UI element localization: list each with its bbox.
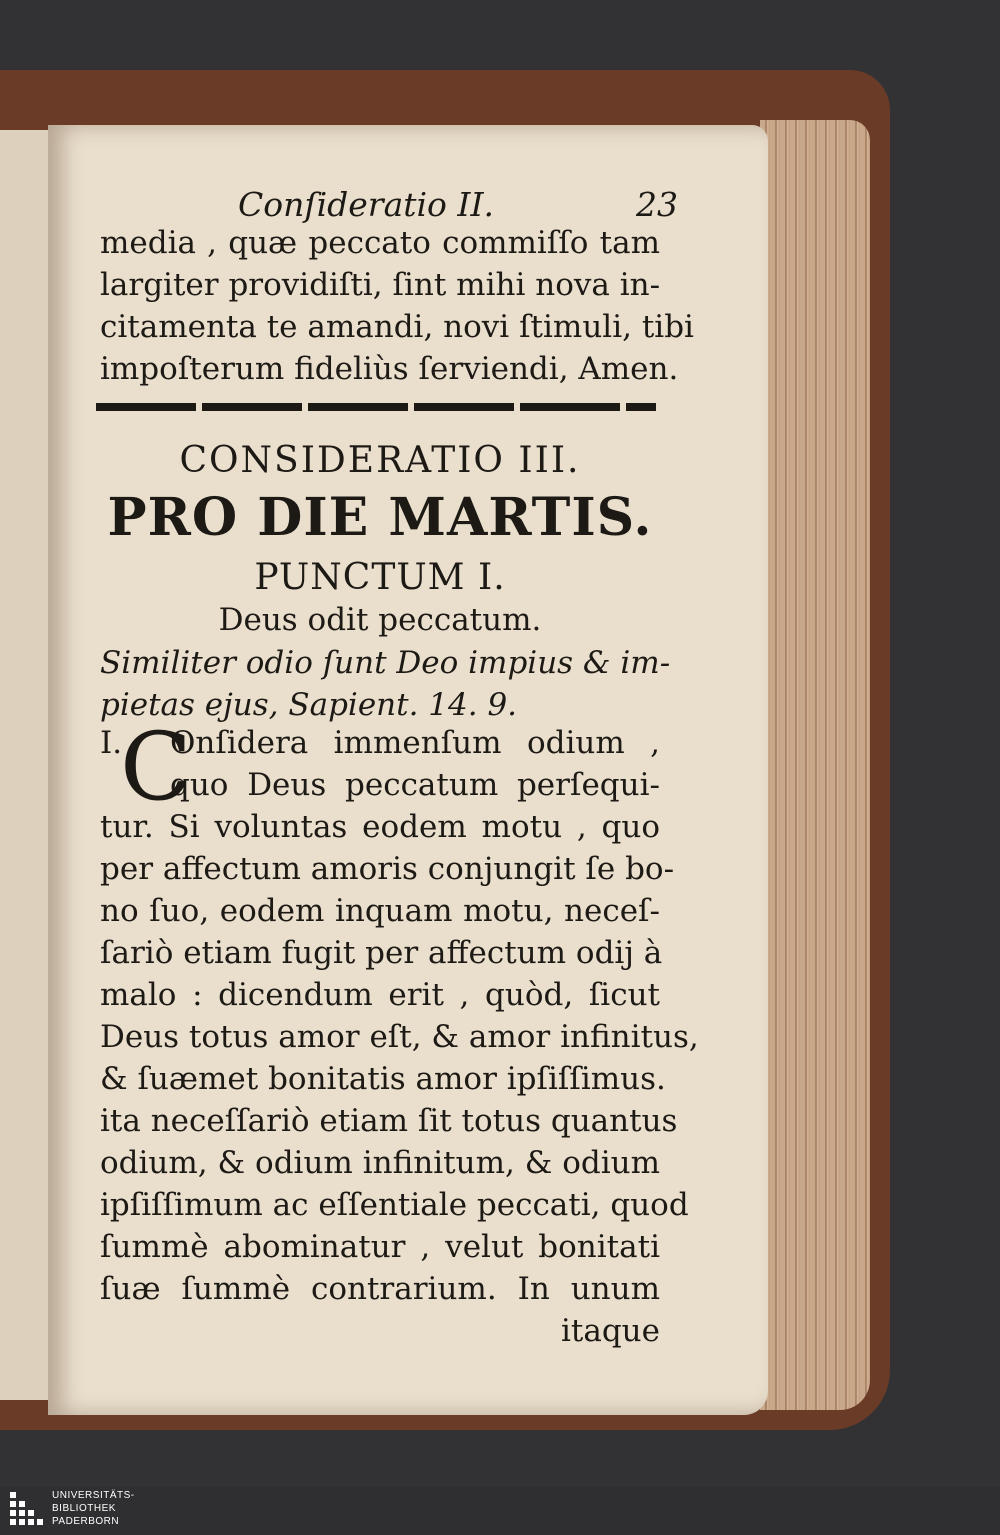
text-line: & ſuæmet bonitatis amor ipſiſſimus. bbox=[100, 1061, 666, 1097]
section-title: PRO DIE MARTIS. bbox=[107, 487, 653, 548]
running-head-title: Conſideratio II. bbox=[238, 185, 494, 224]
book-page: Conſideratio II. 23 media , quæ peccato commiſſo tam largiter providiſti, ſint mihi nova in- citamenta te amandi, novi ſtimuli, tibi impoſterum fideliùs ſerviendi, Amen. CONSIDERATIO III. PRO DIE MARTIS. PUNCTUM I. Deus odit peccatum. Similiter odio ſunt Deo impius & im- pietas ejus, Sapient. 14. 9. I. C Onſidera immenſum odium , quo Deus peccatum perſequi- tur. Si voluntas eodem motu , quo per affectum amoris conjungit ſe bo- no ſuo, eodem inquam motu, neceſ- ſariò etiam fugit per affectum odij à malo : dicendum erit , quòd, ſicut Deus totus amor eſt, & amor infinitus, & ſuæmet bonitatis amor ipſiſſimus. ita neceſſariò etiam ſit totus quantus odium, & odium infinitum, & odium ipſiſſimum ac eſſentiale peccati, quod ſummè abominatur , velut bonitati ſuæ ſummè contrarium. In unum itaque bbox=[48, 125, 768, 1415]
logo-line: BIBLIOTHEK bbox=[52, 1503, 116, 1514]
drop-cap: C bbox=[120, 713, 192, 822]
page-edges bbox=[760, 120, 870, 1410]
library-logo-text bbox=[52, 1489, 135, 1528]
text-line: impoſterum fideliùs ſerviendi, Amen. bbox=[100, 351, 679, 387]
ornamental-rule bbox=[96, 403, 656, 411]
text-line: ita neceſſariò etiam ſit totus quantus bbox=[100, 1103, 678, 1139]
text-line: quo Deus peccatum perſequi- bbox=[170, 767, 660, 803]
logo-line: PADERBORN bbox=[52, 1516, 120, 1527]
text-line: ipſiſſimum ac eſſentiale peccati, quod bbox=[100, 1187, 689, 1223]
library-logo-icon bbox=[6, 1490, 44, 1532]
quote-line: pietas ejus, Sapient. 14. 9. bbox=[100, 687, 518, 723]
text-line: odium, & odium infinitum, & odium bbox=[100, 1145, 660, 1181]
text-line: tur. Si voluntas eodem motu , quo bbox=[100, 809, 660, 845]
footer-bar bbox=[0, 1487, 1000, 1535]
running-head bbox=[238, 185, 678, 225]
section-label: CONSIDERATIO III. bbox=[179, 440, 581, 481]
text-line: media , quæ peccato commiſſo tam bbox=[100, 225, 660, 261]
punctum-heading: PUNCTUM I. bbox=[254, 557, 506, 598]
page-number: 23 bbox=[636, 185, 678, 224]
punctum-subtitle: Deus odit peccatum. bbox=[218, 602, 542, 638]
text-line: no ſuo, eodem inquam motu, neceſ- bbox=[100, 893, 660, 929]
catchword: itaque bbox=[560, 1313, 660, 1349]
quote-line: Similiter odio ſunt Deo impius & im- bbox=[100, 645, 671, 681]
facing-page-gutter bbox=[0, 130, 51, 1400]
text-line: largiter providiſti, ſint mihi nova in- bbox=[100, 267, 661, 303]
text-line: Onſidera immenſum odium , bbox=[170, 725, 660, 761]
logo-line: UNIVERSITÄTS- bbox=[52, 1490, 135, 1501]
text-line: citamenta te amandi, novi ſtimuli, tibi bbox=[100, 309, 694, 345]
text-line: Deus totus amor eſt, & amor infinitus, bbox=[100, 1019, 699, 1055]
text-line: malo : dicendum erit , quòd, ſicut bbox=[100, 977, 660, 1013]
text-line: per affectum amoris conjungit ſe bo- bbox=[100, 851, 675, 887]
text-line: ſummè abominatur , velut bonitati bbox=[100, 1229, 660, 1265]
text-line: ſariò etiam fugit per affectum odij à bbox=[100, 935, 663, 971]
text-line: ſuæ ſummè contrarium. In unum bbox=[100, 1271, 660, 1307]
